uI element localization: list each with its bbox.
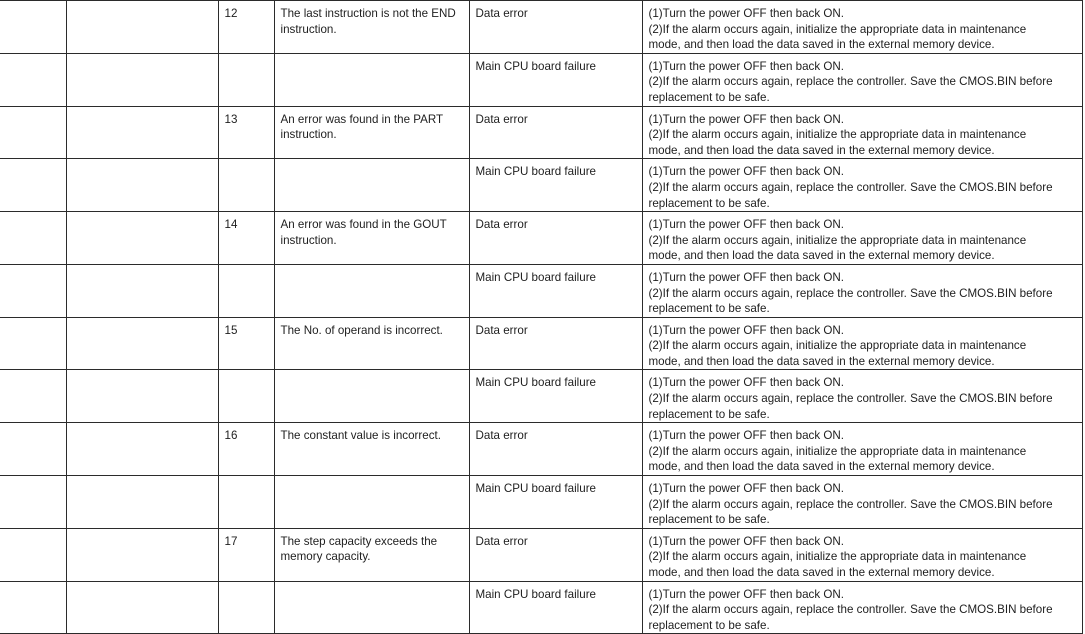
alarm-description-cell: An error was found in the GOUT instruction. xyxy=(274,212,469,265)
blank-cell xyxy=(66,159,218,212)
remedy-line: (2)If the alarm occurs again, replace the controller. Save the CMOS.BIN before xyxy=(648,603,1053,617)
remedy-line: mode, and then load the data saved in the external memory device. xyxy=(648,460,995,474)
remedy-line: replacement to be safe. xyxy=(648,196,770,210)
alarm-description-cell: The step capacity exceeds the memory capacity. xyxy=(274,528,469,581)
blank-cell xyxy=(0,370,66,423)
remedy-line: mode, and then load the data saved in the external memory device. xyxy=(648,354,995,368)
table-row xyxy=(0,317,1082,370)
remedy-line: (2)If the alarm occurs again, initialize the appropriate data in maintenance xyxy=(648,22,1027,36)
blank-cell xyxy=(0,212,66,265)
alarm-cause-cell: Main CPU board failure xyxy=(469,370,642,423)
remedy-line: (1)Turn the power OFF then back ON. xyxy=(648,376,844,390)
alarm-number-cell: 14 xyxy=(218,212,274,265)
alarm-number-cell xyxy=(218,370,274,423)
blank-cell xyxy=(66,370,218,423)
alarm-description-cell xyxy=(274,53,469,106)
blank-cell xyxy=(66,423,218,476)
blank-cell xyxy=(66,264,218,317)
remedy-line: (2)If the alarm occurs again, initialize the appropriate data in maintenance xyxy=(648,339,1027,353)
alarm-remedy-cell xyxy=(642,1,1082,54)
alarm-cause-cell: Data error xyxy=(469,106,642,159)
remedy-line: (1)Turn the power OFF then back ON. xyxy=(648,7,844,20)
alarm-cause-cell: Data error xyxy=(469,212,642,265)
table-row xyxy=(0,264,1082,317)
alarm-cause-cell: Main CPU board failure xyxy=(469,53,642,106)
table-row xyxy=(0,476,1082,529)
remedy-line: (2)If the alarm occurs again, replace the controller. Save the CMOS.BIN before xyxy=(648,75,1053,89)
alarm-remedy-cell xyxy=(642,212,1082,265)
blank-cell xyxy=(66,53,218,106)
alarm-description-cell xyxy=(274,370,469,423)
alarm-cause-cell: Main CPU board failure xyxy=(469,264,642,317)
blank-cell xyxy=(66,581,218,634)
blank-cell xyxy=(0,317,66,370)
remedy-line: (1)Turn the power OFF then back ON. xyxy=(648,218,844,232)
alarm-description-cell: An error was found in the PART instruction. xyxy=(274,106,469,159)
blank-cell xyxy=(0,476,66,529)
remedy-line: mode, and then load the data saved in the external memory device. xyxy=(648,38,995,52)
remedy-line: (1)Turn the power OFF then back ON. xyxy=(648,482,844,496)
alarm-number-cell xyxy=(218,53,274,106)
remedy-line: (1)Turn the power OFF then back ON. xyxy=(648,165,844,179)
alarm-cause-cell: Main CPU board failure xyxy=(469,476,642,529)
alarm-remedy-cell xyxy=(642,106,1082,159)
remedy-line: (1)Turn the power OFF then back ON. xyxy=(648,59,844,73)
alarm-number-cell: 12 xyxy=(218,1,274,54)
table-row xyxy=(0,159,1082,212)
alarm-description-cell xyxy=(274,159,469,212)
alarm-description-cell: The last instruction is not the END instruction. xyxy=(274,1,469,54)
alarm-remedy-cell xyxy=(642,528,1082,581)
table-row xyxy=(0,212,1082,265)
alarm-number-cell: 15 xyxy=(218,317,274,370)
alarm-cause-cell: Data error xyxy=(469,423,642,476)
blank-cell xyxy=(66,528,218,581)
remedy-line: (1)Turn the power OFF then back ON. xyxy=(648,112,844,126)
table-row xyxy=(0,423,1082,476)
remedy-line: (2)If the alarm occurs again, replace the controller. Save the CMOS.BIN before xyxy=(648,286,1053,300)
alarm-number-cell xyxy=(218,476,274,529)
alarm-description-cell xyxy=(274,581,469,634)
alarm-number-cell: 13 xyxy=(218,106,274,159)
remedy-line: replacement to be safe. xyxy=(648,302,770,316)
blank-cell xyxy=(0,106,66,159)
remedy-line: (1)Turn the power OFF then back ON. xyxy=(648,323,844,337)
remedy-line: replacement to be safe. xyxy=(648,90,770,104)
table-row xyxy=(0,53,1082,106)
alarm-remedy-cell xyxy=(642,159,1082,212)
alarm-remedy-cell xyxy=(642,581,1082,634)
remedy-line: (1)Turn the power OFF then back ON. xyxy=(648,534,844,548)
remedy-line: (2)If the alarm occurs again, initialize the appropriate data in maintenance xyxy=(648,233,1027,247)
blank-cell xyxy=(0,581,66,634)
alarm-description-cell: The constant value is incorrect. xyxy=(274,423,469,476)
remedy-line: mode, and then load the data saved in the external memory device. xyxy=(648,143,995,157)
alarm-cause-cell: Data error xyxy=(469,528,642,581)
remedy-line: mode, and then load the data saved in the external memory device. xyxy=(648,249,995,263)
alarm-remedy-cell xyxy=(642,264,1082,317)
alarm-description-cell xyxy=(274,476,469,529)
alarm-cause-cell: Data error xyxy=(469,1,642,54)
blank-cell xyxy=(0,264,66,317)
remedy-line: (2)If the alarm occurs again, replace the controller. Save the CMOS.BIN before xyxy=(648,180,1053,194)
alarm-remedy-cell xyxy=(642,476,1082,529)
remedy-line: replacement to be safe. xyxy=(648,407,770,421)
alarm-number-cell xyxy=(218,159,274,212)
remedy-line: (2)If the alarm occurs again, initialize the appropriate data in maintenance xyxy=(648,128,1027,142)
alarm-remedy-cell xyxy=(642,317,1082,370)
table-row xyxy=(0,106,1082,159)
blank-cell xyxy=(0,53,66,106)
remedy-line: (2)If the alarm occurs again, initialize the appropriate data in maintenance xyxy=(648,444,1027,458)
alarm-remedy-cell xyxy=(642,423,1082,476)
remedy-line: mode, and then load the data saved in the external memory device. xyxy=(648,566,995,579)
alarm-number-cell: 16 xyxy=(218,423,274,476)
alarm-remedy-cell xyxy=(642,370,1082,423)
table-row xyxy=(0,370,1082,423)
alarm-number-cell xyxy=(218,581,274,634)
remedy-line: replacement to be safe. xyxy=(648,618,770,632)
blank-cell xyxy=(0,528,66,581)
remedy-line: (2)If the alarm occurs again, replace the controller. Save the CMOS.BIN before xyxy=(648,497,1053,511)
alarm-description-cell: The No. of operand is incorrect. xyxy=(274,317,469,370)
blank-cell xyxy=(66,212,218,265)
blank-cell xyxy=(0,1,66,54)
table-row xyxy=(0,1,1082,54)
alarm-remedy-cell xyxy=(642,53,1082,106)
remedy-line: (1)Turn the power OFF then back ON. xyxy=(648,429,844,443)
blank-cell xyxy=(66,1,218,54)
alarm-number-cell: 17 xyxy=(218,528,274,581)
remedy-line: (1)Turn the power OFF then back ON. xyxy=(648,587,844,601)
table-row xyxy=(0,581,1082,634)
alarm-cause-cell: Main CPU board failure xyxy=(469,159,642,212)
remedy-line: replacement to be safe. xyxy=(648,513,770,527)
alarm-description-cell xyxy=(274,264,469,317)
alarm-number-cell xyxy=(218,264,274,317)
alarm-cause-cell: Data error xyxy=(469,317,642,370)
alarm-cause-cell: Main CPU board failure xyxy=(469,581,642,634)
blank-cell xyxy=(0,423,66,476)
blank-cell xyxy=(66,106,218,159)
table-row xyxy=(0,528,1082,581)
remedy-line: (2)If the alarm occurs again, replace the controller. Save the CMOS.BIN before xyxy=(648,392,1053,406)
remedy-line: (1)Turn the power OFF then back ON. xyxy=(648,270,844,284)
blank-cell xyxy=(66,476,218,529)
remedy-line: (2)If the alarm occurs again, initialize the appropriate data in maintenance xyxy=(648,550,1027,564)
table-body xyxy=(0,1,1082,634)
blank-cell xyxy=(66,317,218,370)
blank-cell xyxy=(0,159,66,212)
